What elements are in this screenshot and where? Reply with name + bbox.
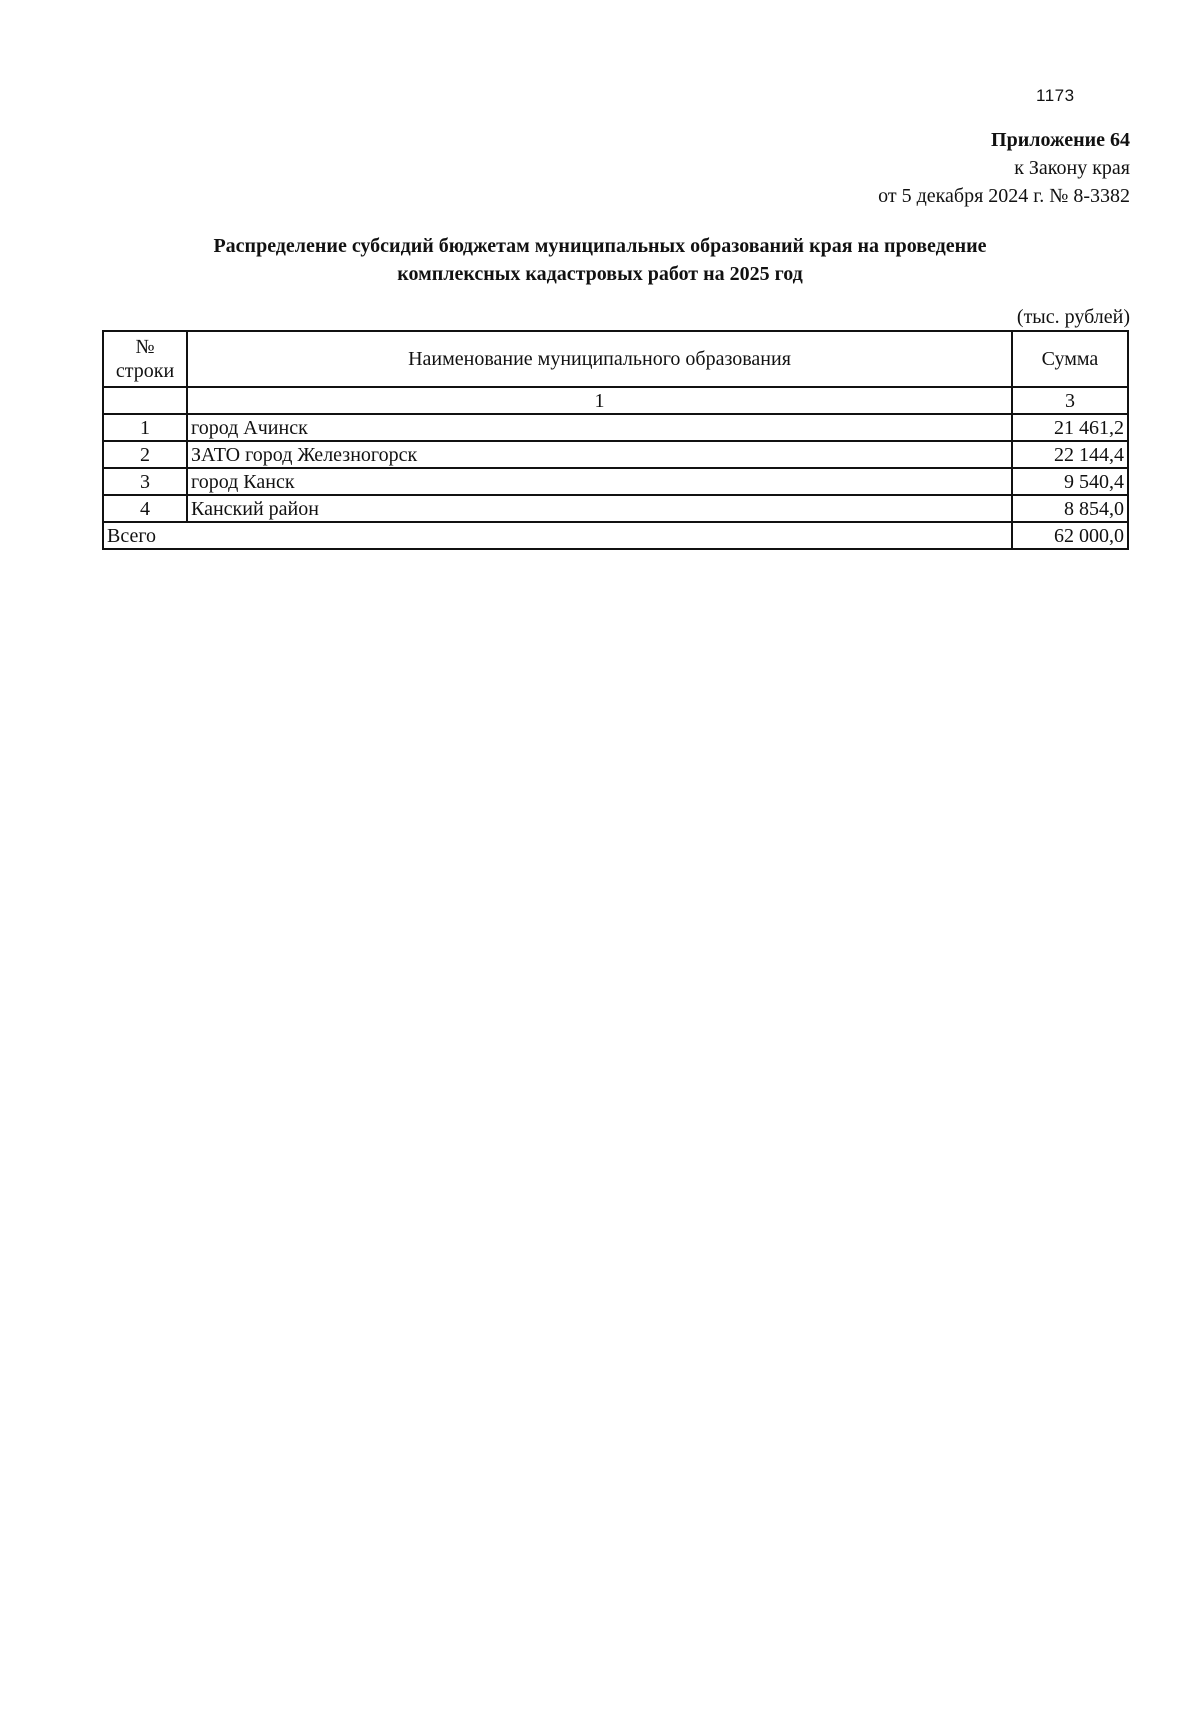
table-row [103, 441, 1128, 468]
total-row [103, 522, 1128, 549]
header-name: Наименование муниципального образования [187, 331, 1012, 387]
column-number-cell: 1 [187, 387, 1012, 414]
header-row-number-line-2: строки [115, 360, 175, 382]
appendix-block [878, 126, 1130, 210]
municipality-name-cell: город Канск [187, 468, 1012, 495]
sum-cell: 22 144,4 [1012, 441, 1128, 468]
table-header-row [103, 331, 1128, 387]
document-title-line-1: Распределение субсидий бюджетам муниципальных образований края на проведение [213, 235, 987, 257]
document-title-line-2: комплексных кадастровых работ на 2025 год [397, 263, 803, 285]
municipality-name-cell: ЗАТО город Железногорск [187, 441, 1012, 468]
municipality-name-cell: Канский район [187, 495, 1012, 522]
header-row-number [103, 331, 187, 387]
sum-cell: 8 854,0 [1012, 495, 1128, 522]
header-row-number-line-1: № [135, 336, 155, 358]
total-sum-cell: 62 000,0 [1012, 522, 1128, 549]
table-row [103, 495, 1128, 522]
page-number: 1173 [1036, 86, 1075, 105]
sum-cell: 9 540,4 [1012, 468, 1128, 495]
appendix-law-ref: к Закону края [1014, 157, 1130, 179]
units-label: (тыс. рублей) [1016, 306, 1130, 328]
table-row [103, 468, 1128, 495]
appendix-law-date: от 5 декабря 2024 г. № 8-3382 [878, 185, 1130, 207]
row-number-cell: 1 [103, 414, 187, 441]
document-title [100, 232, 1100, 288]
row-number-cell: 3 [103, 468, 187, 495]
subsidy-table [102, 330, 1129, 550]
appendix-title: Приложение 64 [991, 129, 1130, 151]
sum-cell: 21 461,2 [1012, 414, 1128, 441]
table-row [103, 414, 1128, 441]
row-number-cell: 2 [103, 441, 187, 468]
municipality-name-cell: город Ачинск [187, 414, 1012, 441]
column-number-cell: 3 [1012, 387, 1128, 414]
column-number-cell [103, 387, 187, 414]
column-number-row [103, 387, 1128, 414]
total-label-cell: Всего [103, 522, 1012, 549]
row-number-cell: 4 [103, 495, 187, 522]
header-sum: Сумма [1012, 331, 1128, 387]
